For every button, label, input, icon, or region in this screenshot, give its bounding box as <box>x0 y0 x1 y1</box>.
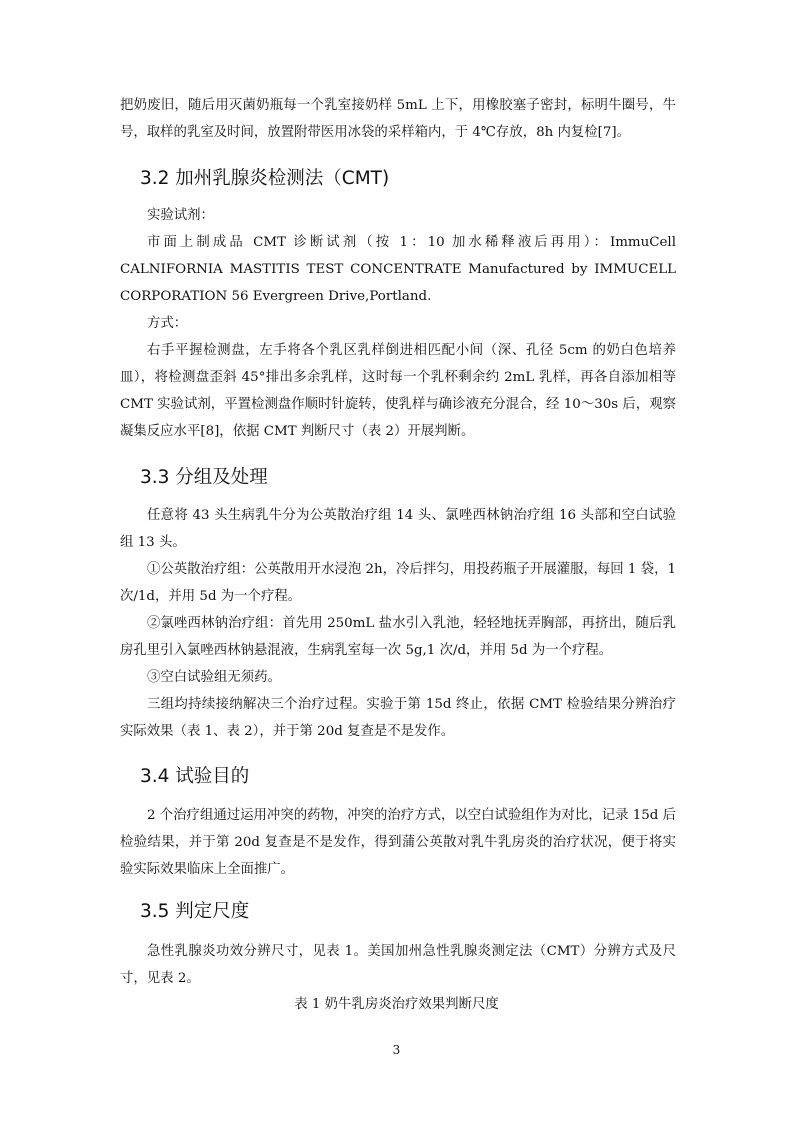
section-heading-3-4: 3.4 试验目的 <box>140 766 250 787</box>
purpose-paragraph: 2 个治疗组通过运用冲突的药物，冲突的治疗方式，以空白试验组作为对比，记录 15d 后检验结果，并于第 20d 复查是不是发作，得到蒲公英散对乳牛乳房炎的治疗状况，便于将实验实际效果临床上全面推广。 <box>120 808 676 877</box>
group-3-paragraph: ③空白试验组无须药。 <box>147 670 281 685</box>
section-3-5-body <box>120 938 676 992</box>
section-heading-3-5: 3.5 判定尺度 <box>140 901 250 922</box>
section-3-3-body <box>120 502 676 745</box>
table-caption: 表 1 奶牛乳房炎治疗效果判断尺度 <box>294 997 499 1012</box>
section-3-4-body <box>120 802 676 883</box>
section-heading-3-2: 3.2 加州乳腺炎检测法（CMT) <box>140 168 390 189</box>
section-heading-3-3: 3.3 分组及处理 <box>140 467 268 488</box>
intro-section <box>120 92 676 146</box>
reagent-paragraph: 市面上制成品 CMT 诊断试剂（按 1：10 加水稀释液后再用）：ImmuCell CALNIFORNIA MASTITIS TEST CONCENTRATE Manufactured by IMMUCELL CORPORATION 56 Evergreen Drive,Portland. <box>120 235 676 304</box>
group-1-paragraph: ①公英散治疗组：公英散用开水浸泡 2h，冷后拌匀，用投药瓶子开展灌服，每回 1 袋，1 次/1d，并用 5d 为一个疗程。 <box>120 562 677 604</box>
grouping-paragraph: 任意将 43 头生病乳牛分为公英散治疗组 14 头、氯唑西林钠治疗组 16 头部和空白试验组 13 头。 <box>120 508 676 550</box>
intro-paragraph: 把奶废旧，随后用灭菌奶瓶每一个乳室接奶样 5mL 上下，用橡胶塞子密封，标明牛圈号，牛号，取样的乳室及时间，放置附带医用冰袋的采样箱内，于 4℃存放，8h 内复检[7]。 <box>120 98 676 140</box>
page-number: 3 <box>392 1043 401 1057</box>
reagent-label: 实验试剂： <box>147 208 214 223</box>
method-paragraph: 右手平握检测盘，左手将各个乳区乳样倒进相匹配小间（深、孔径 5cm 的奶白色培养皿），将检测盘歪斜 45°排出多余乳样，这时每一个乳杯剩余约 2mL 乳样，再各自添加相等 CMT 实验试剂，平置检测盘作顺时针旋转，使乳样与确诊液充分混合，经 10～30s 后，观察凝集反应水平[8]，依据 CMT 判断尺寸（表 2）开展判断。 <box>120 343 676 439</box>
criteria-paragraph: 急性乳腺炎功效分辨尺寸，见表 1。美国加州急性乳腺炎测定法（CMT）分辨方式及尺寸，见表 2。 <box>120 944 676 986</box>
section-3-2-body <box>120 202 676 445</box>
method-label: 方式： <box>147 316 188 331</box>
group-2-paragraph: ②氯唑西林钠治疗组：首先用 250mL 盐水引入乳池，轻轻地抚弄胸部，再挤出，随后乳房孔里引入氯唑西林钠悬混液，生病乳室每一次 5g,1 次/d，并用 5d 为一个疗程。 <box>120 616 676 658</box>
treatment-summary-paragraph: 三组均持续接纳解决三个治疗过程。实验于第 15d 终止，依据 CMT 检验结果分辨治疗实际效果（表 1、表 2），并于第 20d 复查是不是发作。 <box>120 697 676 739</box>
